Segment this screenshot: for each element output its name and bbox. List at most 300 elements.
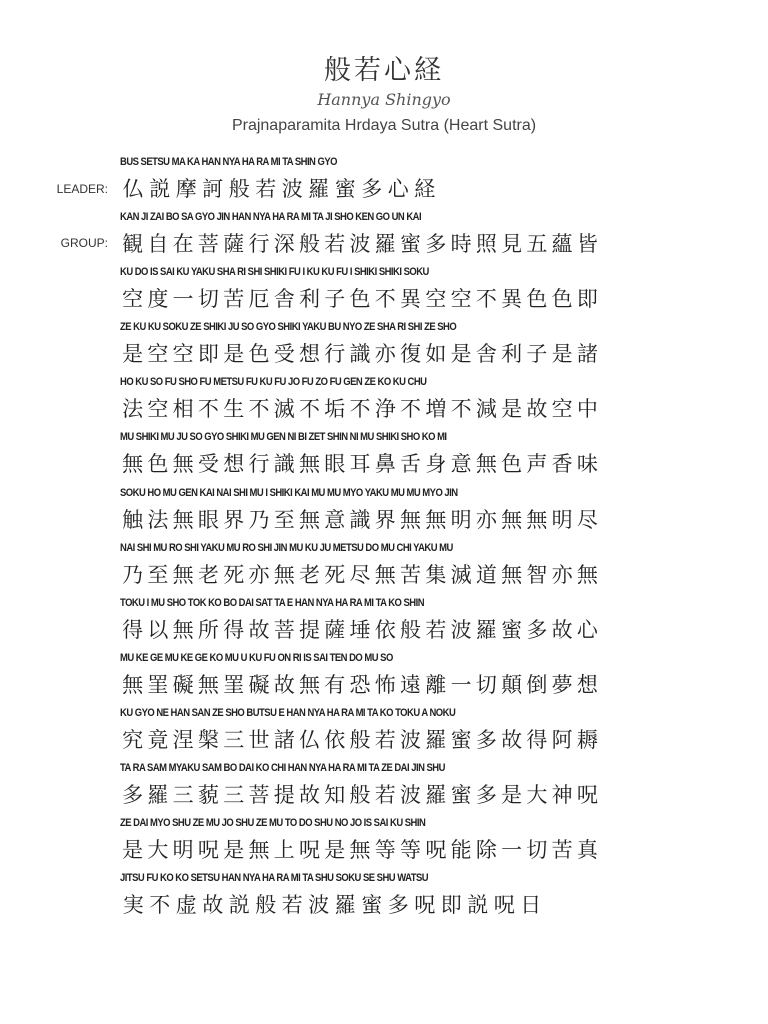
kanji-char: 不 [248, 397, 270, 421]
kanji-char: 異 [501, 287, 523, 311]
kanji-line [120, 175, 600, 203]
kanji-line [120, 395, 600, 423]
kanji-char: 故 [501, 728, 523, 752]
kanji-char: 受 [197, 452, 219, 476]
kanji-char: 呪 [414, 893, 436, 917]
kanji-char: 呪 [197, 838, 219, 862]
kanji-char: 一 [501, 838, 523, 862]
kanji-char: 是 [122, 838, 144, 862]
kanji-char: 故 [298, 783, 320, 807]
kanji-char: 子 [526, 342, 548, 366]
group-label: GROUP: [60, 236, 108, 250]
kanji-char: 垢 [324, 397, 346, 421]
kanji-char: 多 [475, 783, 497, 807]
kanji-char: 能 [450, 838, 472, 862]
kanji-char: 想 [223, 452, 245, 476]
kanji-char: 離 [425, 673, 447, 697]
kanji-char: 声 [526, 452, 548, 476]
kanji-char: 蜜 [501, 618, 523, 642]
kanji-char: 即 [576, 287, 598, 311]
kanji-char: 識 [273, 452, 295, 476]
romaji-line: TA RA SAM MYAKU SAM BO DAI KO CHI HAN NYA HA RA MI TA ZE DAI JIN SHU [120, 762, 445, 774]
kanji-char: 仏 [298, 728, 320, 752]
kanji-char: 無 [374, 563, 396, 587]
kanji-char: 是 [223, 838, 245, 862]
kanji-char: 無 [501, 508, 523, 532]
kanji-char: 異 [400, 287, 422, 311]
kanji-char: 得 [526, 728, 548, 752]
kanji-char: 若 [425, 618, 447, 642]
kanji-char: 三 [223, 728, 245, 752]
verse-7 [120, 487, 600, 541]
kanji-char: 無 [248, 838, 270, 862]
kanji-char: 説 [228, 893, 250, 917]
kanji-line [120, 340, 600, 368]
kanji-char: 眼 [197, 508, 219, 532]
kanji-char: 色 [248, 342, 270, 366]
kanji-char: 無 [172, 452, 194, 476]
kanji-char: 夢 [551, 673, 573, 697]
kanji-char: 不 [475, 287, 497, 311]
kanji-char: 一 [172, 287, 194, 311]
kanji-char: 蜜 [450, 783, 472, 807]
kanji-char: 時 [450, 232, 472, 256]
kanji-char: 子 [324, 287, 346, 311]
kanji-char: 是 [223, 342, 245, 366]
kanji-char: 得 [122, 618, 144, 642]
kanji-char: 大 [147, 838, 169, 862]
kanji-char: 大 [526, 783, 548, 807]
kanji-char: 無 [400, 508, 422, 532]
verse-13 [120, 817, 600, 871]
kanji-char: 空 [450, 287, 472, 311]
kanji-char: 如 [425, 342, 447, 366]
kanji-char: 乃 [248, 508, 270, 532]
kanji-char: 呪 [576, 783, 598, 807]
kanji-char: 滅 [273, 397, 295, 421]
kanji-char: 行 [324, 342, 346, 366]
kanji-char: 空 [425, 287, 447, 311]
kanji-char: 薩 [223, 232, 245, 256]
kanji-char: 遠 [400, 673, 422, 697]
kanji-line [120, 285, 600, 313]
kanji-char: 識 [349, 342, 371, 366]
kanji-char: 是 [501, 397, 523, 421]
verse-5 [120, 376, 600, 430]
leader-label: LEADER: [56, 182, 108, 196]
romaji-line: HO KU SO FU SHO FU METSU FU KU FU JO FU ZO FU GEN ZE KO KU CHU [120, 376, 427, 388]
kanji-char: 無 [526, 508, 548, 532]
kanji-char: 死 [324, 563, 346, 587]
kanji-char: 色 [147, 452, 169, 476]
kanji-char: 羅 [147, 783, 169, 807]
kanji-char: 切 [197, 287, 219, 311]
kanji-char: 倒 [526, 673, 548, 697]
kanji-char: 若 [255, 177, 277, 201]
verse-11 [120, 707, 600, 761]
kanji-char: 羅 [425, 728, 447, 752]
romaji-line: KAN JI ZAI BO SA GYO JIN HAN NYA HA RA MI TA JI SHO KEN GO UN KAI [120, 211, 422, 223]
kanji-char: 薩 [324, 618, 346, 642]
kanji-char: 般 [400, 618, 422, 642]
kanji-char: 般 [298, 232, 320, 256]
kanji-char: 生 [223, 397, 245, 421]
kanji-char: 法 [122, 397, 144, 421]
kanji-char: 故 [202, 893, 224, 917]
kanji-char: 阿 [551, 728, 573, 752]
kanji-char: 真 [576, 838, 598, 862]
kanji-char: 上 [273, 838, 295, 862]
kanji-char: 復 [400, 342, 422, 366]
kanji-line [120, 561, 600, 589]
kanji-line [120, 506, 600, 534]
kanji-char: 不 [400, 397, 422, 421]
kanji-char: 苦 [223, 287, 245, 311]
kanji-char: 意 [450, 452, 472, 476]
kanji-char: 不 [298, 397, 320, 421]
kanji-char: 世 [248, 728, 270, 752]
kanji-char: 日 [520, 893, 542, 917]
kanji-char: 般 [349, 728, 371, 752]
kanji-char: 触 [122, 508, 144, 532]
kanji-char: 諸 [273, 728, 295, 752]
romaji-line: KU DO IS SAI KU YAKU SHA RI SHI SHIKI FU I KU KU FU I SHIKI SHIKI SOKU [120, 266, 429, 278]
kanji-char: 菩 [197, 232, 219, 256]
kanji-char: 尽 [349, 563, 371, 587]
kanji-char: 亦 [374, 342, 396, 366]
kanji-char: 以 [147, 618, 169, 642]
kanji-char: 神 [551, 783, 573, 807]
kanji-char: 故 [248, 618, 270, 642]
kanji-char: 尽 [576, 508, 598, 532]
kanji-line [120, 726, 600, 754]
romaji-line: MU SHIKI MU JU SO GYO SHIKI MU GEN NI BI ZET SHIN NI MU SHIKI SHO KO MI [120, 431, 447, 443]
kanji-char: 老 [298, 563, 320, 587]
kanji-char: 行 [248, 232, 270, 256]
verse-9 [120, 597, 600, 651]
kanji-char: 色 [551, 287, 573, 311]
kanji-char: 仏 [122, 177, 144, 201]
kanji-char: 蜜 [334, 177, 356, 201]
kanji-char: 自 [147, 232, 169, 256]
kanji-char: 不 [197, 397, 219, 421]
kanji-char: 依 [324, 728, 346, 752]
page-subtitle-english: Prajnaparamita Hrdaya Sutra (Heart Sutra) [231, 117, 537, 134]
kanji-char: 無 [122, 673, 144, 697]
kanji-char: 空 [147, 342, 169, 366]
kanji-char: 亦 [475, 508, 497, 532]
romaji-line: ZE DAI MYO SHU ZE MU JO SHU ZE MU TO DO SHU NO JO IS SAI KU SHIN [120, 817, 426, 829]
verse-6 [120, 431, 600, 485]
kanji-char: 界 [223, 508, 245, 532]
kanji-char: 無 [273, 563, 295, 587]
kanji-char: 提 [298, 618, 320, 642]
romaji-line: SOKU HO MU GEN KAI NAI SHI MU I SHIKI KAI MU MU MYO YAKU MU MU MYO JIN [120, 487, 458, 499]
kanji-char: 無 [298, 452, 320, 476]
kanji-line [120, 230, 600, 258]
kanji-char: 照 [475, 232, 497, 256]
kanji-char: 受 [273, 342, 295, 366]
kanji-char: 舌 [400, 452, 422, 476]
kanji-char: 若 [281, 893, 303, 917]
kanji-char: 死 [223, 563, 245, 587]
kanji-char: 観 [122, 232, 144, 256]
kanji-char: 至 [273, 508, 295, 532]
kanji-char: 諸 [576, 342, 598, 366]
kanji-char: 至 [147, 563, 169, 587]
kanji-char: 苦 [400, 563, 422, 587]
verse-8 [120, 542, 600, 596]
kanji-char: 多 [475, 728, 497, 752]
kanji-char: 怖 [374, 673, 396, 697]
kanji-char: 識 [349, 508, 371, 532]
kanji-char: 減 [475, 397, 497, 421]
kanji-char: 竟 [147, 728, 169, 752]
kanji-char: 菩 [248, 783, 270, 807]
kanji-char: 蜜 [450, 728, 472, 752]
kanji-char: 罣 [147, 673, 169, 697]
kanji-char: 若 [324, 232, 346, 256]
kanji-char: 若 [374, 783, 396, 807]
kanji-char: 無 [425, 508, 447, 532]
kanji-char: 舎 [273, 287, 295, 311]
kanji-char: 無 [197, 673, 219, 697]
kanji-char: 呪 [425, 838, 447, 862]
kanji-char: 色 [349, 287, 371, 311]
kanji-char: 埵 [349, 618, 371, 642]
verse-12 [120, 762, 600, 816]
kanji-char: 恐 [349, 673, 371, 697]
kanji-char: 無 [122, 452, 144, 476]
kanji-char: 空 [147, 397, 169, 421]
kanji-char: 若 [374, 728, 396, 752]
kanji-char: 波 [281, 177, 303, 201]
verse-10 [120, 652, 600, 706]
kanji-char: 蜜 [361, 893, 383, 917]
kanji-char: 想 [576, 673, 598, 697]
kanji-char: 鼻 [374, 452, 396, 476]
kanji-char: 多 [425, 232, 447, 256]
kanji-char: 故 [526, 397, 548, 421]
kanji-char: 利 [501, 342, 523, 366]
kanji-char: 増 [425, 397, 447, 421]
kanji-char: 明 [551, 508, 573, 532]
romaji-line: NAI SHI MU RO SHI YAKU MU RO SHI JIN MU KU JU METSU DO MU CHI YAKU MU [120, 542, 453, 554]
kanji-char: 是 [551, 342, 573, 366]
kanji-char: 藐 [197, 783, 219, 807]
kanji-char: 不 [450, 397, 472, 421]
kanji-char: 色 [501, 452, 523, 476]
kanji-char: 皆 [576, 232, 598, 256]
kanji-char: 提 [273, 783, 295, 807]
kanji-char: 集 [425, 563, 447, 587]
kanji-char: 菩 [273, 618, 295, 642]
kanji-char: 等 [400, 838, 422, 862]
kanji-char: 波 [450, 618, 472, 642]
kanji-line [120, 836, 600, 864]
kanji-char: 虚 [175, 893, 197, 917]
kanji-char: 眼 [324, 452, 346, 476]
kanji-char: 利 [298, 287, 320, 311]
kanji-char: 即 [440, 893, 462, 917]
kanji-char: 色 [526, 287, 548, 311]
kanji-char: 波 [308, 893, 330, 917]
kanji-char: 般 [255, 893, 277, 917]
kanji-char: 明 [450, 508, 472, 532]
kanji-char: 故 [551, 618, 573, 642]
kanji-char: 在 [172, 232, 194, 256]
kanji-char: 一 [450, 673, 472, 697]
kanji-char: 空 [551, 397, 573, 421]
kanji-char: 無 [576, 563, 598, 587]
kanji-line [120, 891, 600, 919]
romaji-line: BUS SETSU MA KA HAN NYA HA RA MI TA SHIN GYO [120, 156, 337, 168]
romaji-line: JITSU FU KO KO SETSU HAN NYA HA RA MI TA SHU SOKU SE SHU WATSU [120, 872, 429, 884]
kanji-char: 三 [172, 783, 194, 807]
kanji-line [120, 671, 600, 699]
kanji-char: 無 [172, 508, 194, 532]
kanji-char: 耨 [576, 728, 598, 752]
verse-14 [120, 872, 600, 926]
kanji-char: 意 [324, 508, 346, 532]
kanji-char: 無 [501, 563, 523, 587]
kanji-char: 老 [197, 563, 219, 587]
kanji-char: 蜜 [400, 232, 422, 256]
kanji-char: 無 [298, 508, 320, 532]
kanji-char: 苦 [551, 838, 573, 862]
kanji-char: 度 [147, 287, 169, 311]
kanji-char: 道 [475, 563, 497, 587]
kanji-char: 身 [425, 452, 447, 476]
kanji-char: 多 [526, 618, 548, 642]
kanji-char: 三 [223, 783, 245, 807]
kanji-char: 説 [149, 177, 171, 201]
kanji-char: 是 [501, 783, 523, 807]
kanji-char: 想 [298, 342, 320, 366]
kanji-char: 蘊 [551, 232, 573, 256]
kanji-char: 明 [172, 838, 194, 862]
kanji-char: 亦 [248, 563, 270, 587]
kanji-line [120, 450, 600, 478]
kanji-char: 浄 [374, 397, 396, 421]
kanji-char: 有 [324, 673, 346, 697]
verse-1 [120, 156, 600, 210]
kanji-char: 経 [414, 177, 436, 201]
kanji-char: 行 [248, 452, 270, 476]
kanji-char: 罣 [223, 673, 245, 697]
kanji-char: 是 [122, 342, 144, 366]
kanji-char: 乃 [122, 563, 144, 587]
kanji-char: 香 [551, 452, 573, 476]
kanji-line [120, 616, 600, 644]
verse-4 [120, 321, 600, 375]
romaji-line: KU GYO NE HAN SAN ZE SHO BUTSU E HAN NYA HA RA MI TA KO TOKU A NOKU [120, 707, 456, 719]
kanji-char: 実 [122, 893, 144, 917]
kanji-char: 依 [374, 618, 396, 642]
verse-3 [120, 266, 600, 320]
kanji-char: 空 [122, 287, 144, 311]
kanji-char: 礙 [172, 673, 194, 697]
kanji-char: 亦 [551, 563, 573, 587]
kanji-char: 界 [374, 508, 396, 532]
kanji-char: 空 [172, 342, 194, 366]
kanji-char: 所 [197, 618, 219, 642]
kanji-char: 羅 [425, 783, 447, 807]
kanji-char: 羅 [308, 177, 330, 201]
kanji-char: 即 [197, 342, 219, 366]
kanji-char: 是 [450, 342, 472, 366]
kanji-char: 法 [147, 508, 169, 532]
kanji-char: 羅 [334, 893, 356, 917]
kanji-char: 知 [324, 783, 346, 807]
kanji-char: 等 [374, 838, 396, 862]
romaji-line: MU KE GE MU KE GE KO MU U KU FU ON RI IS SAI TEN DO MU SO [120, 652, 393, 664]
kanji-char: 五 [526, 232, 548, 256]
kanji-char: 不 [349, 397, 371, 421]
kanji-char: 礙 [248, 673, 270, 697]
kanji-char: 多 [361, 177, 383, 201]
kanji-char: 舎 [475, 342, 497, 366]
kanji-char: 深 [273, 232, 295, 256]
kanji-char: 槃 [197, 728, 219, 752]
kanji-char: 見 [501, 232, 523, 256]
kanji-char: 波 [400, 728, 422, 752]
kanji-char: 滅 [450, 563, 472, 587]
kanji-char: 多 [387, 893, 409, 917]
kanji-char: 智 [526, 563, 548, 587]
kanji-char: 無 [172, 563, 194, 587]
kanji-char: 心 [387, 177, 409, 201]
romaji-line: ZE KU KU SOKU ZE SHIKI JU SO GYO SHIKI YAKU BU NYO ZE SHA RI SHI ZE SHO [120, 321, 457, 333]
kanji-char: 羅 [475, 618, 497, 642]
kanji-char: 多 [122, 783, 144, 807]
kanji-char: 相 [172, 397, 194, 421]
kanji-char: 中 [576, 397, 598, 421]
kanji-line [120, 781, 600, 809]
kanji-char: 顛 [501, 673, 523, 697]
kanji-char: 不 [149, 893, 171, 917]
kanji-char: 無 [298, 673, 320, 697]
page-title: 般若心経 [324, 55, 444, 86]
kanji-char: 羅 [374, 232, 396, 256]
kanji-char: 涅 [172, 728, 194, 752]
kanji-char: 不 [374, 287, 396, 311]
kanji-char: 故 [273, 673, 295, 697]
kanji-char: 厄 [248, 287, 270, 311]
kanji-char: 得 [223, 618, 245, 642]
romaji-line: TOKU I MU SHO TOK KO BO DAI SAT TA E HAN NYA HA RA MI TA KO SHIN [120, 597, 425, 609]
kanji-char: 呪 [298, 838, 320, 862]
kanji-char: 訶 [202, 177, 224, 201]
kanji-char: 切 [475, 673, 497, 697]
kanji-char: 無 [349, 838, 371, 862]
kanji-char: 耳 [349, 452, 371, 476]
kanji-char: 心 [576, 618, 598, 642]
kanji-char: 究 [122, 728, 144, 752]
kanji-char: 波 [400, 783, 422, 807]
kanji-char: 是 [324, 838, 346, 862]
kanji-char: 般 [349, 783, 371, 807]
kanji-char: 無 [475, 452, 497, 476]
kanji-char: 味 [576, 452, 598, 476]
kanji-char: 般 [228, 177, 250, 201]
kanji-char: 無 [172, 618, 194, 642]
kanji-char: 除 [475, 838, 497, 862]
verse-2 [120, 211, 600, 265]
kanji-char: 説 [467, 893, 489, 917]
kanji-char: 切 [526, 838, 548, 862]
kanji-char: 呪 [493, 893, 515, 917]
